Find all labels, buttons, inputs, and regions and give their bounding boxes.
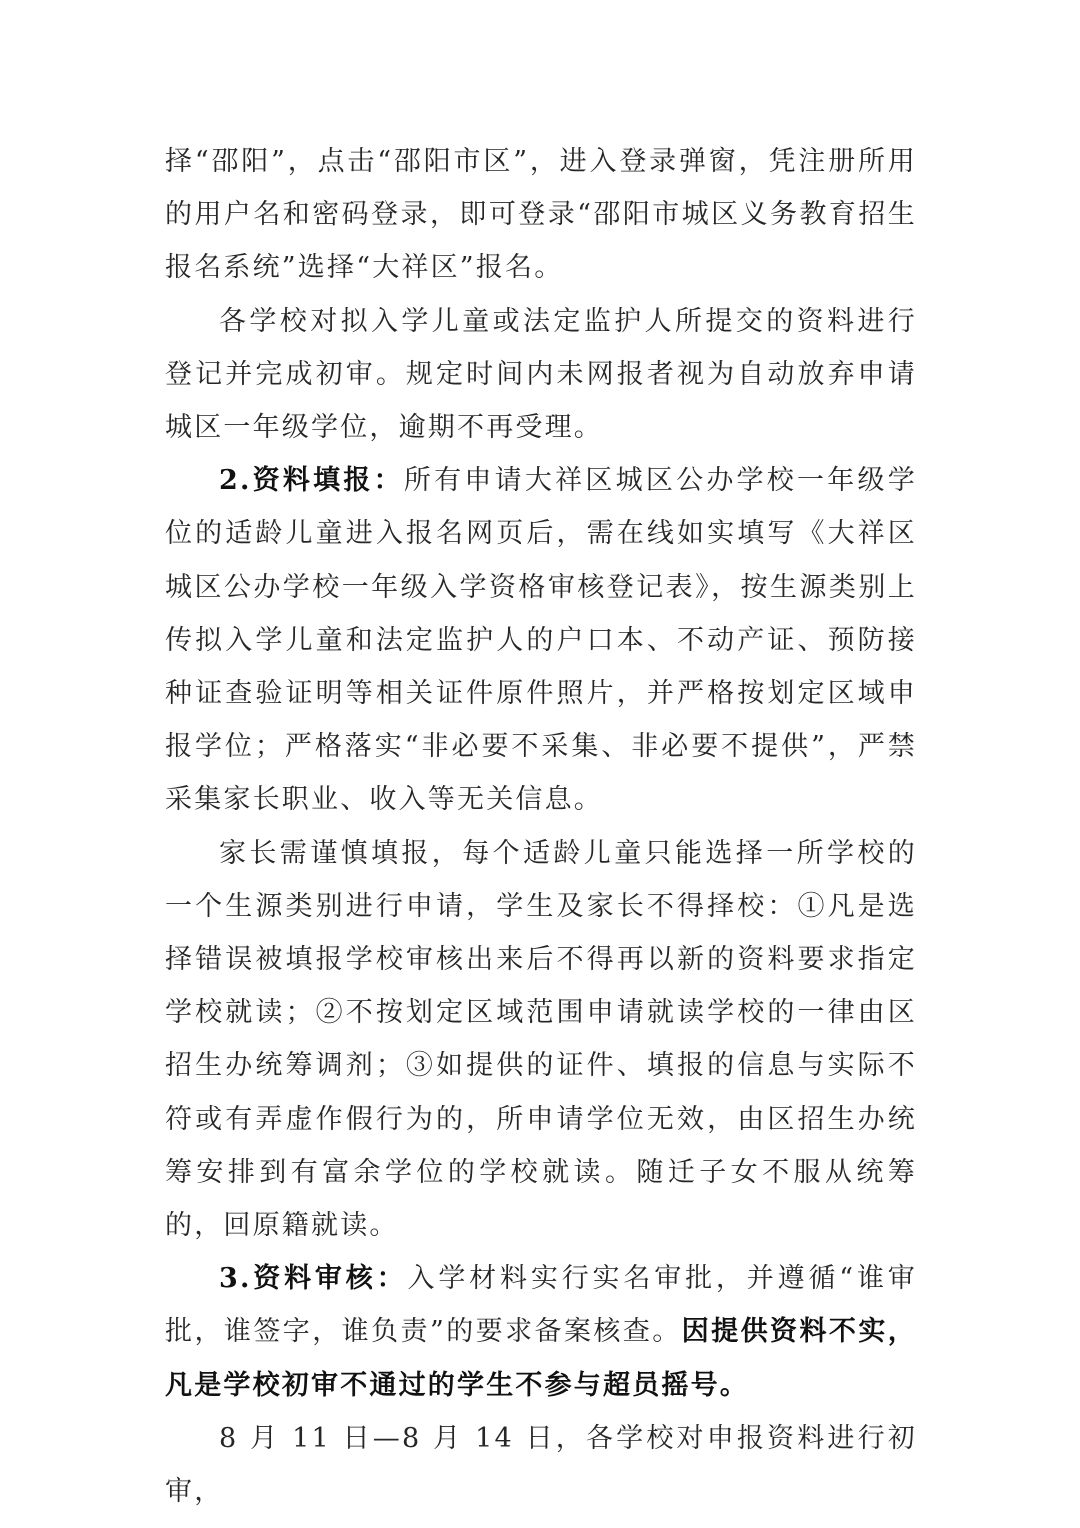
paragraph-registration-login [165,135,917,295]
paragraph-text: 家长需谨慎填报，每个适龄儿童只能选择一所学校的一个生源类别进行申请，学生及家长不得择校：①凡是选择错误被填报学校审核出来后不得再以新的资料要求指定学校就读；②不按划定区域范围申请就读学校的一律由区招生办统筹调剂；③如提供的证件、填报的信息与实际不符或有弄虚作假行为的，所申请学位无效，由区招生办统筹安排到有富余学位的学校就读。随迁子女不服从统筹的，回原籍就读。 [165,837,917,1242]
section-heading-filling: 2.资料填报： [219,465,404,497]
paragraph-parent-notice [165,827,917,1253]
paragraph-text: 各学校对拟入学儿童或法定监护人所提交的资料进行登记并完成初审。规定时间内未网报者视为自动放弃申请城区一年级学位，逾期不再受理。 [165,305,917,444]
section-heading-review: 3.资料审核： [219,1263,408,1295]
paragraph-text: 所有申请大祥区城区公办学校一年级学位的适龄儿童进入报名网页后，需在线如实填写《大祥区城区公办学校一年级入学资格审核登记表》，按生源类别上传拟入学儿童和法定监护人的户口本、不动产证、预防接种证查验证明等相关证件原件照片，并严格按划定区域申报学位；严格落实“非必要不采集、非必要不提供”，严禁采集家长职业、收入等无关信息。 [165,465,917,816]
document-body [165,135,917,1518]
paragraph-information-review [165,1252,917,1412]
emphasis-text: 因提供资料不实，凡是学校初审不通过的学生不参与超员摇号。 [165,1316,917,1401]
paragraph-school-preliminary-review [165,295,917,455]
paragraph-information-filling [165,454,917,826]
paragraph-text: 8 月 11 日—8 月 14 日，各学校对申报资料进行初审， [165,1422,917,1508]
paragraph-text: 择“邵阳”，点击“邵阳市区”，进入登录弹窗，凭注册所用的用户名和密码登录，即可登录“邵阳市城区义务教育招生报名系统”选择“大祥区”报名。 [165,146,917,284]
paragraph-review-schedule [165,1412,917,1518]
paragraph-text: 入学材料实行实名审批，并遵循“谁审批，谁签字，谁负责”的要求备案核查。 [165,1263,918,1348]
